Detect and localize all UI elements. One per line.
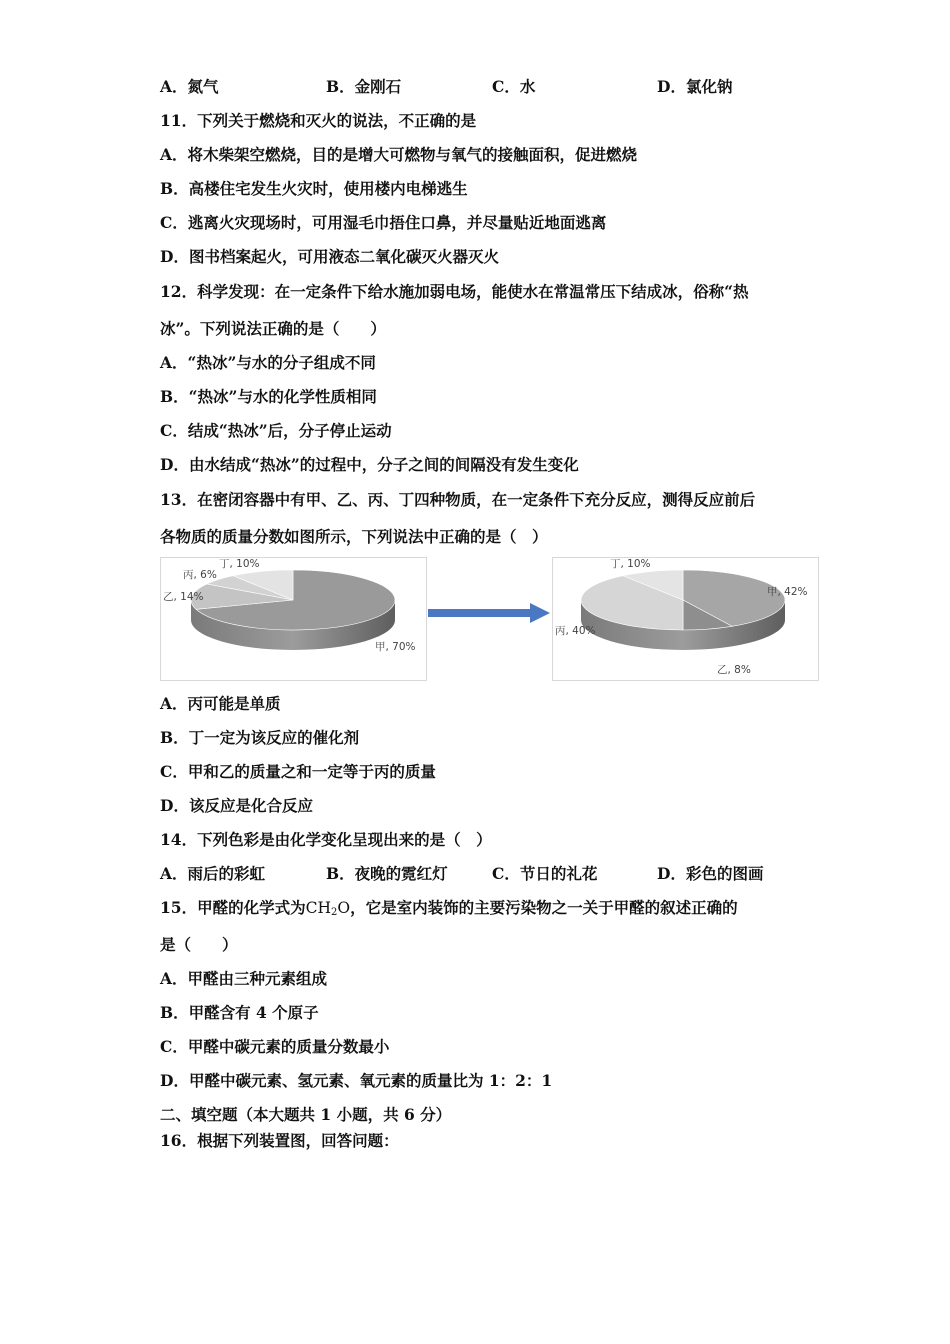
q13-stem-line2: 各物质的质量分数如图所示，下列说法中正确的是（ ） — [160, 527, 548, 546]
q14-option-d: D．彩色的图画 — [657, 864, 764, 883]
q12-option-c: C．结成“热冰”后，分子停止运动 — [160, 421, 392, 440]
q12-option-a: A．“热冰”与水的分子组成不同 — [160, 353, 376, 372]
q11-option-a: A．将木柴架空燃烧，目的是增大可燃物与氧气的接触面积，促进燃烧 — [160, 145, 638, 164]
q15-stem-pre: 15．甲醛的化学式为 — [160, 898, 306, 917]
q15-stem-line2: 是（ ） — [160, 935, 238, 954]
q11-option-b: B．高楼住宅发生火灾时，使用楼内电梯逃生 — [160, 179, 468, 198]
pie-chart-after — [552, 557, 819, 681]
pie-chart-before-svg — [161, 558, 426, 680]
pie-label-丁: 丁, 10% — [219, 558, 260, 570]
q13-option-a: A．丙可能是单质 — [160, 694, 281, 713]
q15-option-b: B．甲醛含有 4 个原子 — [160, 1003, 319, 1022]
q15-formula-a: CH — [305, 899, 331, 917]
arrow-right-icon — [428, 602, 552, 624]
pie-chart-after-svg — [553, 558, 818, 680]
q14-option-c: C．节日的礼花 — [492, 864, 598, 883]
q16-stem: 16．根据下列装置图，回答问题： — [160, 1131, 399, 1150]
pie-label-丙: 丙, 6% — [183, 569, 217, 581]
q13-option-d: D．该反应是化合反应 — [160, 796, 313, 815]
q12-stem-line2: 冰”。下列说法正确的是（ ） — [160, 319, 386, 338]
pie-label-甲: 甲, 70% — [375, 641, 416, 653]
q10-option-b: B．金刚石 — [326, 77, 402, 96]
q13-stem-line1: 13．在密闭容器中有甲、乙、丙、丁四种物质，在一定条件下充分反应，测得反应前后 — [160, 490, 756, 509]
q12-option-d: D．由水结成“热冰”的过程中，分子之间的间隔没有发生变化 — [160, 455, 579, 474]
q15-formula — [306, 899, 350, 917]
q14-option-b: B．夜晚的霓红灯 — [326, 864, 448, 883]
q14-stem: 14．下列色彩是由化学变化呈现出来的是（ ） — [160, 830, 492, 849]
q15-option-d: D．甲醛中碳元素、氢元素、氧元素的质量比为 1：2：1 — [160, 1071, 553, 1090]
q13-option-c: C．甲和乙的质量之和一定等于丙的质量 — [160, 762, 436, 781]
q15-stem-line1 — [160, 897, 738, 924]
q10-option-d: D．氯化钠 — [657, 77, 733, 96]
q15-formula-b: O — [337, 899, 351, 917]
q11-option-d: D．图书档案起火，可用液态二氧化碳灭火器灭火 — [160, 247, 499, 266]
q12-stem-line1: 12．科学发现：在一定条件下给水施加弱电场，能使水在常温常压下结成冰，俗称“热 — [160, 282, 749, 301]
pie-label-乙: 乙, 8% — [717, 664, 751, 676]
q12-option-b: B．“热冰”与水的化学性质相同 — [160, 387, 377, 406]
q10-option-c: C．水 — [492, 77, 536, 96]
q15-option-a: A．甲醛由三种元素组成 — [160, 969, 328, 988]
q15-stem-post: ，它是室内装饰的主要污染物之一关于甲醛的叙述正确的 — [350, 898, 738, 917]
pie-label-丁: 丁, 10% — [610, 558, 651, 570]
pie-label-甲: 甲, 42% — [767, 586, 808, 598]
q13-option-b: B．丁一定为该反应的催化剂 — [160, 728, 360, 747]
q14-option-a: A．雨后的彩虹 — [160, 864, 266, 883]
q10-option-a: A．氮气 — [160, 77, 219, 96]
q11-option-c: C．逃离火灾现场时，可用湿毛巾捂住口鼻，并尽量贴近地面逃离 — [160, 213, 607, 232]
pie-chart-before — [160, 557, 427, 681]
q11-stem: 11．下列关于燃烧和灭火的说法，不正确的是 — [160, 111, 477, 130]
q15-option-c: C．甲醛中碳元素的质量分数最小 — [160, 1037, 390, 1056]
pie-label-丙: 丙, 40% — [555, 625, 596, 637]
section2-heading: 二、填空题（本大题共 1 小题，共 6 分） — [160, 1105, 452, 1124]
q15-formula-sub: 2 — [330, 907, 338, 918]
pie-label-乙: 乙, 14% — [163, 591, 204, 603]
